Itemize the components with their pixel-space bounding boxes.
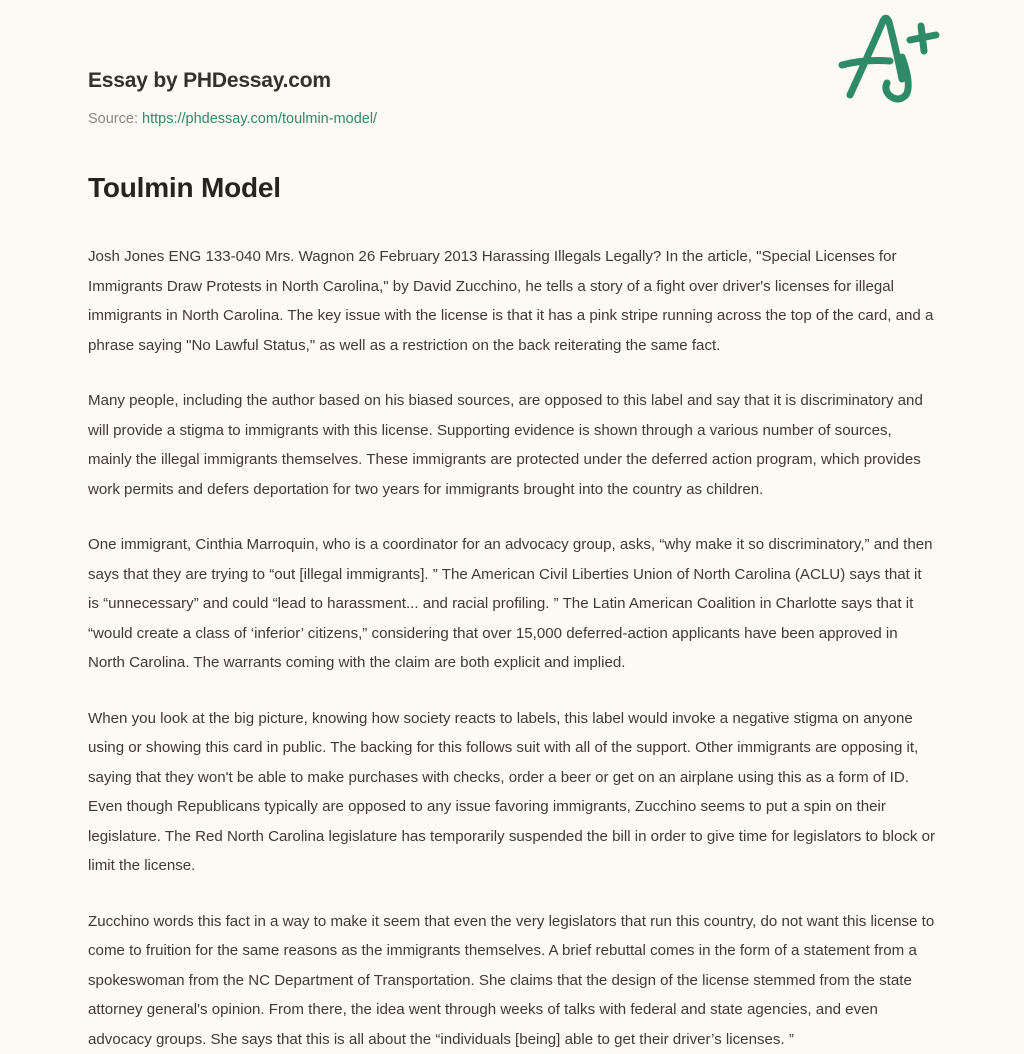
paragraph: One immigrant, Cinthia Marroquin, who is a coordinator for an advocacy group, asks, “why make it so discriminatory,” and then says that they are trying to “out [illegal immigrants]. ” The American Civil Liberties Union of North Carolina (ACLU) says that it is “unnecessary” and could “lead to harassment... and racial profiling. ” The Latin American Coalition in Charlotte says that it “would create a class of ‘inferior’ citizens,” considering that over 15,000 deferred-action applicants have been approved in North Carolina. The warrants coming with the claim are both explicit and implied.: [88, 530, 936, 678]
paragraph: Josh Jones ENG 133-040 Mrs. Wagnon 26 February 2013 Harassing Illegals Legally? In the article, "Special Licenses for Immigrants Draw Protests in North Carolina," by David Zucchino, he tells a story of a fight over driver's licenses for illegal immigrants in North Carolina. The key issue with the license is that it has a pink stripe running across the top of the card, and a phrase saying "No Lawful Status," as well as a restriction on the back reiterating the same fact.: [88, 242, 936, 360]
paragraph: Many people, including the author based on his biased sources, are opposed to this label and say that it is discriminatory and will provide a stigma to immigrants with this license. Supporting evidence is shown through a various number of sources, mainly the illegal immigrants themselves. These immigrants are protected under the deferred action program, which provides work permits and defers deportation for two years for immigrants brought into the country as children.: [88, 386, 936, 504]
article-body: [88, 242, 936, 1054]
brand-byline: Essay by PHDessay.com: [88, 68, 936, 93]
page-title: Toulmin Model: [88, 170, 936, 205]
source-line: [88, 110, 936, 129]
paragraph: When you look at the big picture, knowing how society reacts to labels, this label would invoke a negative stigma on anyone using or showing this card in public. The backing for this follows suit with all of the support. Other immigrants are opposing it, saying that they won't be able to make purchases with checks, order a beer or get on an airplane using this as a form of ID. Even though Republicans typically are opposed to any issue favoring immigrants, Zucchino seems to put a spin on their legislature. The Red North Carolina legislature has temporarily suspended the bill in order to give time for legislators to block or limit the license.: [88, 704, 936, 881]
source-link[interactable]: https://phdessay.com/toulmin-model/: [142, 111, 377, 127]
page-header: [88, 0, 936, 104]
paragraph: Zucchino words this fact in a way to make it seem that even the very legislators that run this country, do not want this license to come to fruition for the same reasons as the immigrants themselves. A brief rebuttal comes in the form of a statement from a spokeswoman from the NC Department of Transportation. She claims that the design of the license stemmed from the state attorney general's opinion. From there, the idea went through weeks of talks with federal and state agencies, and even advocacy groups. She says that this is all about the “individuals [being] able to get their driver’s licenses. ”: [88, 907, 936, 1054]
a-plus-logo: [836, 7, 946, 107]
source-label: Source:: [88, 111, 138, 127]
